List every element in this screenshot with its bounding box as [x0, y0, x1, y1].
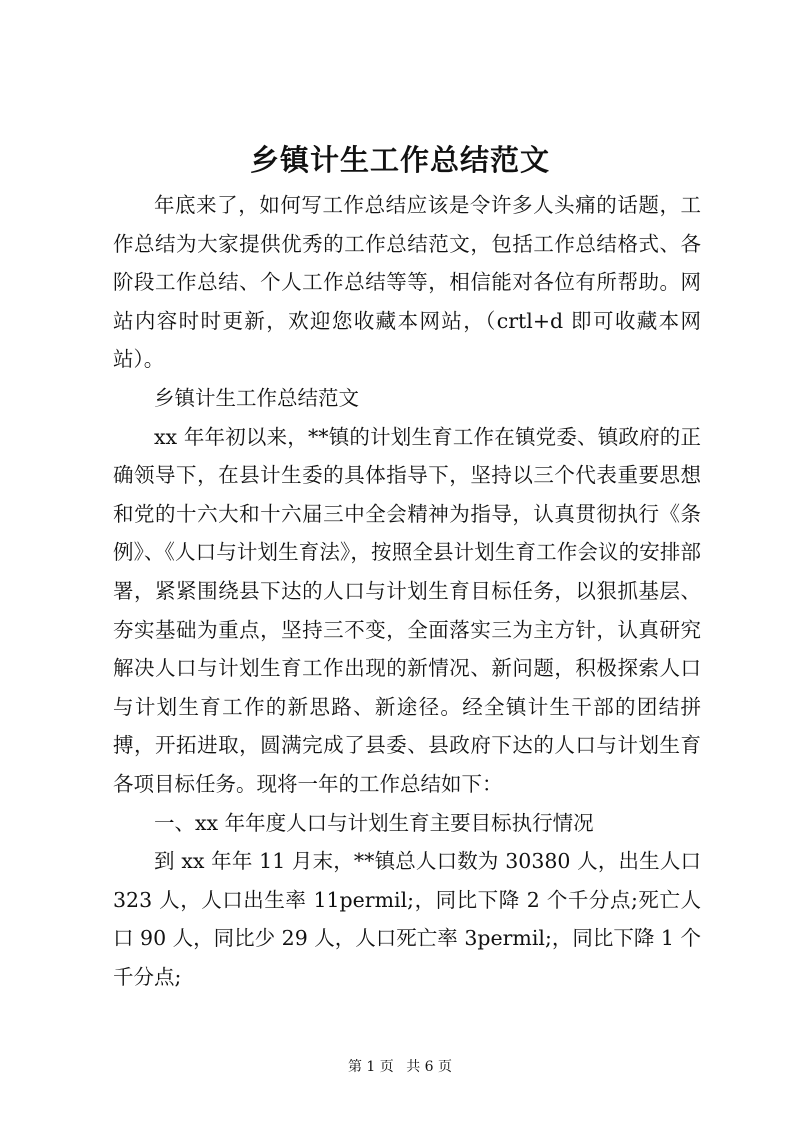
page-footer [0, 1056, 800, 1076]
section-heading: 一、xx 年年度人口与计划生育主要目标执行情况 [154, 810, 594, 835]
document-body [113, 186, 701, 996]
intro-paragraph: 年底来了，如何写工作总结应该是令许多人头痛的话题，工作总结为大家提供优秀的工作总结范文，包括工作总结格式、各阶段工作总结、个人工作总结等等，相信能对各位有所帮助。网站内容时时更新，欢迎您收藏本网站，（crtl+d 即可收藏本网站）。 [113, 193, 701, 372]
page-title: 乡镇计生工作总结范文 [249, 143, 550, 177]
statistics-paragraph: 到 xx 年年 11 月末，**镇总人口数为 30380 人，出生人口 323 人，人口出生率 11permil;，同比下降 2 个千分点;死亡人口 90 人，同比少 29 人，人口死亡率 3permil;，同比下降 1 个千分点; [113, 849, 701, 989]
subtitle-paragraph: 乡镇计生工作总结范文 [154, 385, 359, 410]
summary-paragraph: xx 年年初以来，**镇的计划生育工作在镇党委、镇政府的正确领导下，在县计生委的具体指导下，坚持以三个代表重要思想和党的十六大和十六届三中全会精神为指导，认真贯彻执行《条例》、《人口与计划生育法》，按照全县计划生育工作会议的安排部署，紧紧围绕县下达的人口与计划生育目标任务，以狠抓基层、夯实基础为重点，坚持三不变，全面落实三为主方针，认真研究解决人口与计划生育工作出现的新情况、新问题，积极探索人口与计划生育工作的新思路、新途径。经全镇计生干部的团结拼搏，开拓进取，圆满完成了县委、县政府下达的人口与计划生育各项目标任务。现将一年的工作总结如下： [113, 424, 701, 796]
page-number: 第 1 页 [347, 1059, 394, 1075]
page-total: 共 6 页 [406, 1059, 453, 1075]
